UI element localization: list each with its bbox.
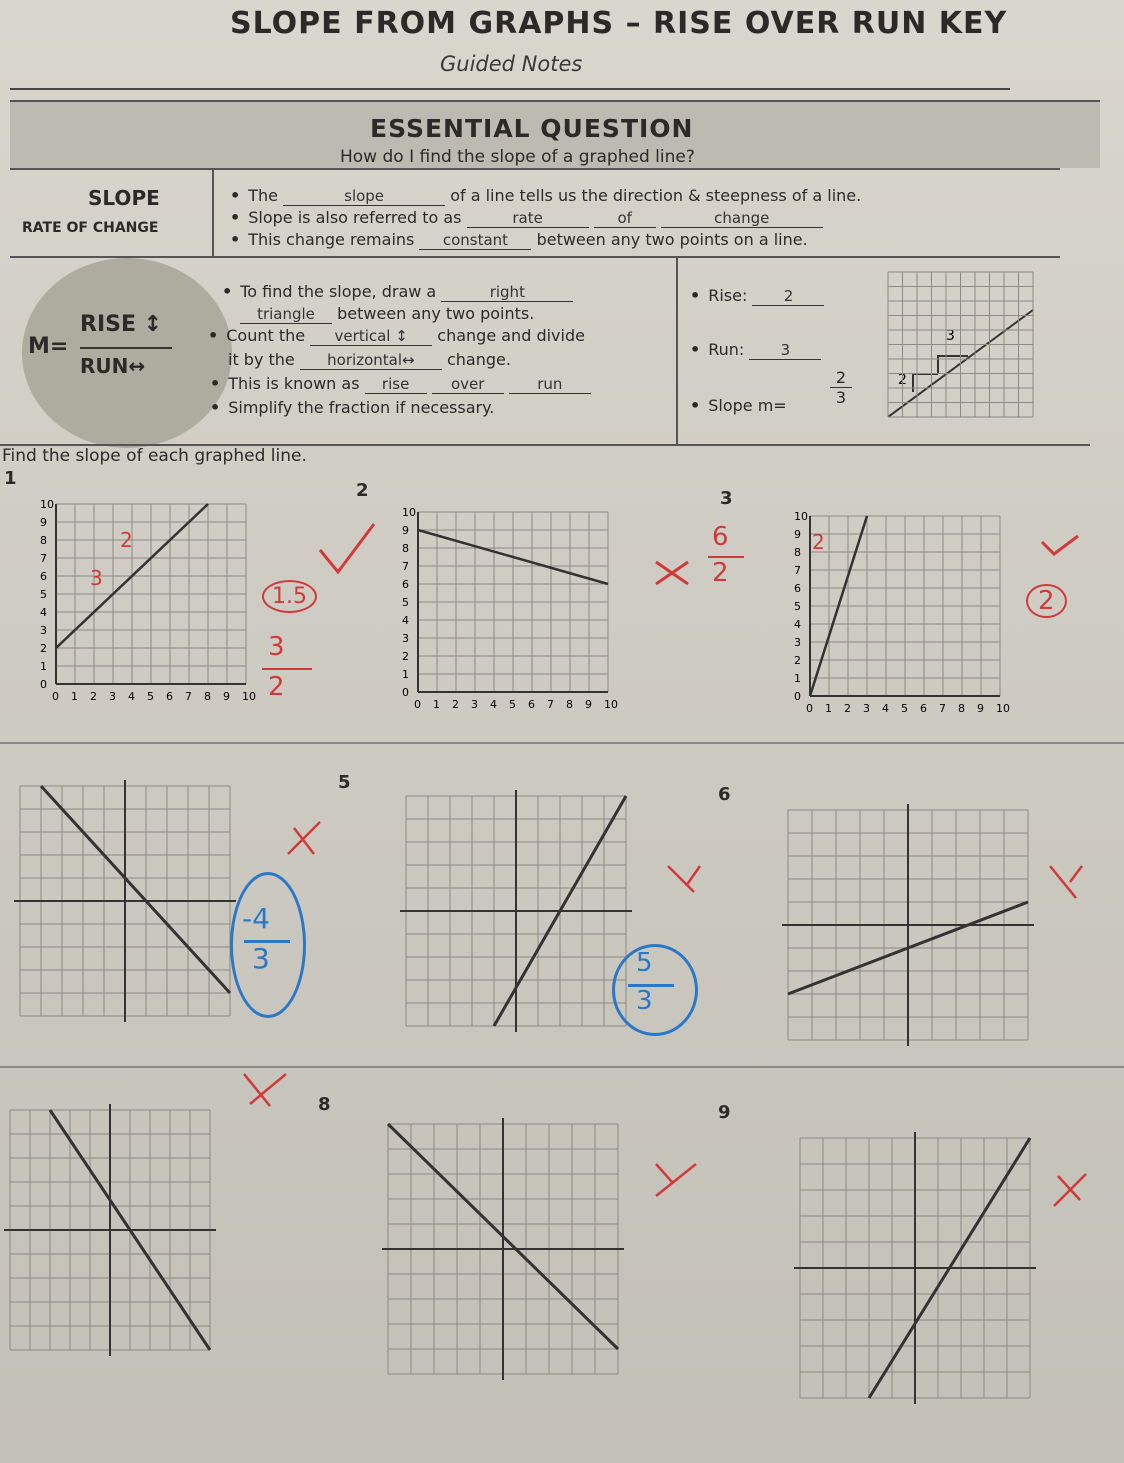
x-tick-label: 3 bbox=[863, 702, 870, 715]
fill-blank: vertical ↕ bbox=[310, 327, 432, 346]
y-tick-label: 7 bbox=[794, 564, 801, 577]
answer-5-den: 3 bbox=[636, 986, 653, 1016]
x-tick-label: 1 bbox=[433, 698, 440, 711]
y-tick-label: 8 bbox=[402, 542, 409, 555]
y-tick-label: 5 bbox=[402, 596, 409, 609]
graph-9 bbox=[790, 1128, 1050, 1418]
x-tick-label: 10 bbox=[604, 698, 618, 711]
fill-blank: right bbox=[441, 283, 573, 302]
y-tick-label: 8 bbox=[794, 546, 801, 559]
fill-blank: change bbox=[661, 209, 823, 228]
graph-8 bbox=[378, 1114, 638, 1394]
y-tick-label: 0 bbox=[402, 686, 409, 699]
x-tick-label: 7 bbox=[939, 702, 946, 715]
formula-m: M= bbox=[28, 334, 69, 359]
y-tick-label: 4 bbox=[40, 606, 47, 619]
formula-bullet-4: • Simplify the fraction if necessary. bbox=[210, 398, 495, 417]
fill-blank: slope bbox=[283, 187, 445, 206]
formula-bullet-2b: it by the horizontal↔ change. bbox=[228, 350, 511, 369]
answer-5-num: 5 bbox=[636, 948, 653, 978]
x-tick-label: 6 bbox=[920, 702, 927, 715]
y-tick-label: 6 bbox=[402, 578, 409, 591]
work-mark: 2 bbox=[120, 528, 133, 552]
answer-circle bbox=[612, 944, 698, 1036]
problem-number: 9 bbox=[718, 1102, 731, 1123]
graph-2 bbox=[398, 504, 628, 711]
answer-4-num: -4 bbox=[242, 902, 270, 935]
y-tick-label: 1 bbox=[40, 660, 47, 673]
graph-1 bbox=[36, 496, 256, 703]
formula-bullet-1b: triangle between any two points. bbox=[240, 304, 534, 324]
answer-3-den: 2 bbox=[712, 558, 729, 588]
y-tick-label: 1 bbox=[794, 672, 801, 685]
x-tick-label: 10 bbox=[242, 690, 256, 703]
x-tick-label: 5 bbox=[147, 690, 154, 703]
x-mark bbox=[240, 1070, 290, 1110]
divider bbox=[10, 88, 1010, 90]
x-tick-label: 9 bbox=[223, 690, 230, 703]
fill-blank: triangle bbox=[240, 305, 332, 324]
y-tick-label: 7 bbox=[40, 552, 47, 565]
formula-bullet-1: • To find the slope, draw a right bbox=[222, 282, 573, 302]
x-mark bbox=[652, 558, 692, 588]
x-mark bbox=[1050, 1170, 1090, 1210]
slope-row: • Slope m= bbox=[690, 396, 787, 415]
essential-question-text: How do I find the slope of a graphed line? bbox=[340, 147, 695, 167]
fill-blank: constant bbox=[419, 231, 531, 250]
graph-5 bbox=[396, 786, 636, 1046]
slope-bullet-2: • Slope is also referred to as rate of change bbox=[230, 208, 823, 228]
slope-denominator: 3 bbox=[830, 387, 852, 407]
x-tick-label: 2 bbox=[452, 698, 459, 711]
divider bbox=[0, 742, 1124, 744]
x-tick-label: 8 bbox=[204, 690, 211, 703]
fill-blank: over bbox=[432, 375, 504, 394]
x-tick-label: 0 bbox=[806, 702, 813, 715]
y-tick-label: 10 bbox=[794, 510, 808, 523]
fill-blank: of bbox=[594, 209, 656, 228]
work-mark: 2 bbox=[812, 530, 825, 554]
x-tick-label: 5 bbox=[509, 698, 516, 711]
x-mark bbox=[664, 862, 704, 902]
y-tick-label: 4 bbox=[794, 618, 801, 631]
example-run-mark: 3 bbox=[946, 328, 955, 344]
x-tick-label: 1 bbox=[825, 702, 832, 715]
instructions: Find the slope of each graphed line. bbox=[2, 446, 307, 466]
fill-blank: horizontal↔ bbox=[300, 351, 442, 370]
problem-number: 2 bbox=[356, 480, 369, 501]
rise-row: • Rise: 2 bbox=[690, 286, 824, 306]
work-mark: 3 bbox=[90, 566, 103, 590]
x-tick-label: 0 bbox=[414, 698, 421, 711]
divider bbox=[0, 1066, 1124, 1068]
y-tick-label: 10 bbox=[40, 498, 54, 511]
answer-1-den: 2 bbox=[268, 672, 285, 702]
x-tick-label: 9 bbox=[977, 702, 984, 715]
page-title: SLOPE FROM GRAPHS – RISE OVER RUN KEY bbox=[230, 6, 1008, 41]
y-tick-label: 6 bbox=[40, 570, 47, 583]
fill-blank: run bbox=[509, 375, 591, 394]
y-tick-label: 2 bbox=[40, 642, 47, 655]
check-mark bbox=[318, 520, 378, 580]
graph-7 bbox=[0, 1100, 230, 1370]
answer-3-num: 6 bbox=[712, 522, 729, 552]
problem-number: 6 bbox=[718, 784, 731, 805]
x-tick-label: 2 bbox=[90, 690, 97, 703]
slope-fraction bbox=[830, 368, 852, 407]
x-tick-label: 3 bbox=[109, 690, 116, 703]
x-mark bbox=[284, 818, 324, 858]
x-tick-label: 0 bbox=[52, 690, 59, 703]
y-tick-label: 1 bbox=[402, 668, 409, 681]
fill-blank: rise bbox=[365, 375, 427, 394]
graph-grid bbox=[56, 504, 246, 684]
fraction-bar bbox=[80, 347, 172, 349]
y-tick-label: 8 bbox=[40, 534, 47, 547]
slope-bullet-3: • This change remains constant between any two points on a line. bbox=[230, 230, 808, 249]
y-tick-label: 3 bbox=[402, 632, 409, 645]
divider bbox=[10, 256, 1060, 258]
answer-1-num: 3 bbox=[268, 632, 285, 662]
x-tick-label: 4 bbox=[128, 690, 135, 703]
problem-number: 8 bbox=[318, 1094, 331, 1115]
example-graph bbox=[868, 262, 1038, 432]
y-tick-label: 9 bbox=[794, 528, 801, 541]
x-tick-label: 6 bbox=[528, 698, 535, 711]
x-tick-label: 10 bbox=[996, 702, 1010, 715]
rate-of-change-label: RATE OF CHANGE bbox=[22, 220, 159, 236]
y-tick-label: 7 bbox=[402, 560, 409, 573]
page-subtitle: Guided Notes bbox=[440, 52, 583, 76]
x-tick-label: 8 bbox=[958, 702, 965, 715]
divider bbox=[676, 258, 678, 444]
x-tick-label: 9 bbox=[585, 698, 592, 711]
formula-rise: RISE ↕ bbox=[80, 312, 163, 337]
slope-bullet-1: • The slope of a line tells us the direction & steepness of a line. bbox=[230, 186, 862, 205]
x-tick-label: 6 bbox=[166, 690, 173, 703]
x-tick-label: 2 bbox=[844, 702, 851, 715]
x-mark bbox=[1046, 862, 1086, 902]
problem-number: 1 bbox=[4, 468, 17, 489]
graph-4 bbox=[10, 776, 240, 1036]
x-tick-label: 4 bbox=[490, 698, 497, 711]
y-tick-label: 5 bbox=[794, 600, 801, 613]
problem-number: 5 bbox=[338, 772, 351, 793]
y-tick-label: 5 bbox=[40, 588, 47, 601]
y-tick-label: 9 bbox=[402, 524, 409, 537]
answer-4-den: 3 bbox=[252, 942, 270, 975]
fill-blank: rate bbox=[467, 209, 589, 228]
x-tick-label: 7 bbox=[547, 698, 554, 711]
graph-6 bbox=[778, 800, 1038, 1060]
answer-3: 2 bbox=[1026, 584, 1067, 618]
answer-1: 1.5 bbox=[262, 580, 317, 613]
divider bbox=[10, 168, 1060, 170]
slope-label: SLOPE bbox=[88, 186, 160, 210]
y-tick-label: 2 bbox=[402, 650, 409, 663]
y-tick-label: 3 bbox=[794, 636, 801, 649]
x-tick-label: 3 bbox=[471, 698, 478, 711]
formula-bullet-2: • Count the vertical ↕ change and divide bbox=[208, 326, 585, 345]
y-tick-label: 6 bbox=[794, 582, 801, 595]
y-tick-label: 0 bbox=[794, 690, 801, 703]
example-rise-mark: 2 bbox=[898, 372, 907, 388]
x-tick-label: 4 bbox=[882, 702, 889, 715]
fill-blank: 2 bbox=[752, 287, 824, 306]
x-tick-label: 1 bbox=[71, 690, 78, 703]
y-tick-label: 2 bbox=[794, 654, 801, 667]
divider bbox=[212, 168, 214, 258]
y-tick-label: 3 bbox=[40, 624, 47, 637]
graph-line bbox=[41, 786, 230, 993]
slope-numerator: 2 bbox=[835, 368, 847, 387]
x-mark bbox=[652, 1160, 702, 1200]
graph-grid bbox=[888, 272, 1033, 417]
x-tick-label: 8 bbox=[566, 698, 573, 711]
x-tick-label: 5 bbox=[901, 702, 908, 715]
check-mark bbox=[1040, 532, 1080, 562]
y-tick-label: 9 bbox=[40, 516, 47, 529]
y-tick-label: 4 bbox=[402, 614, 409, 627]
formula-bullet-3: • This is known as rise over run bbox=[210, 374, 591, 394]
y-tick-label: 10 bbox=[402, 506, 416, 519]
run-row: • Run: 3 bbox=[690, 340, 821, 360]
fraction-bar bbox=[262, 668, 312, 670]
essential-question-heading: ESSENTIAL QUESTION bbox=[370, 114, 694, 143]
x-tick-label: 7 bbox=[185, 690, 192, 703]
formula-run: RUN↔ bbox=[80, 354, 146, 378]
y-tick-label: 0 bbox=[40, 678, 47, 691]
problem-number: 3 bbox=[720, 488, 733, 509]
fill-blank: 3 bbox=[749, 341, 821, 360]
